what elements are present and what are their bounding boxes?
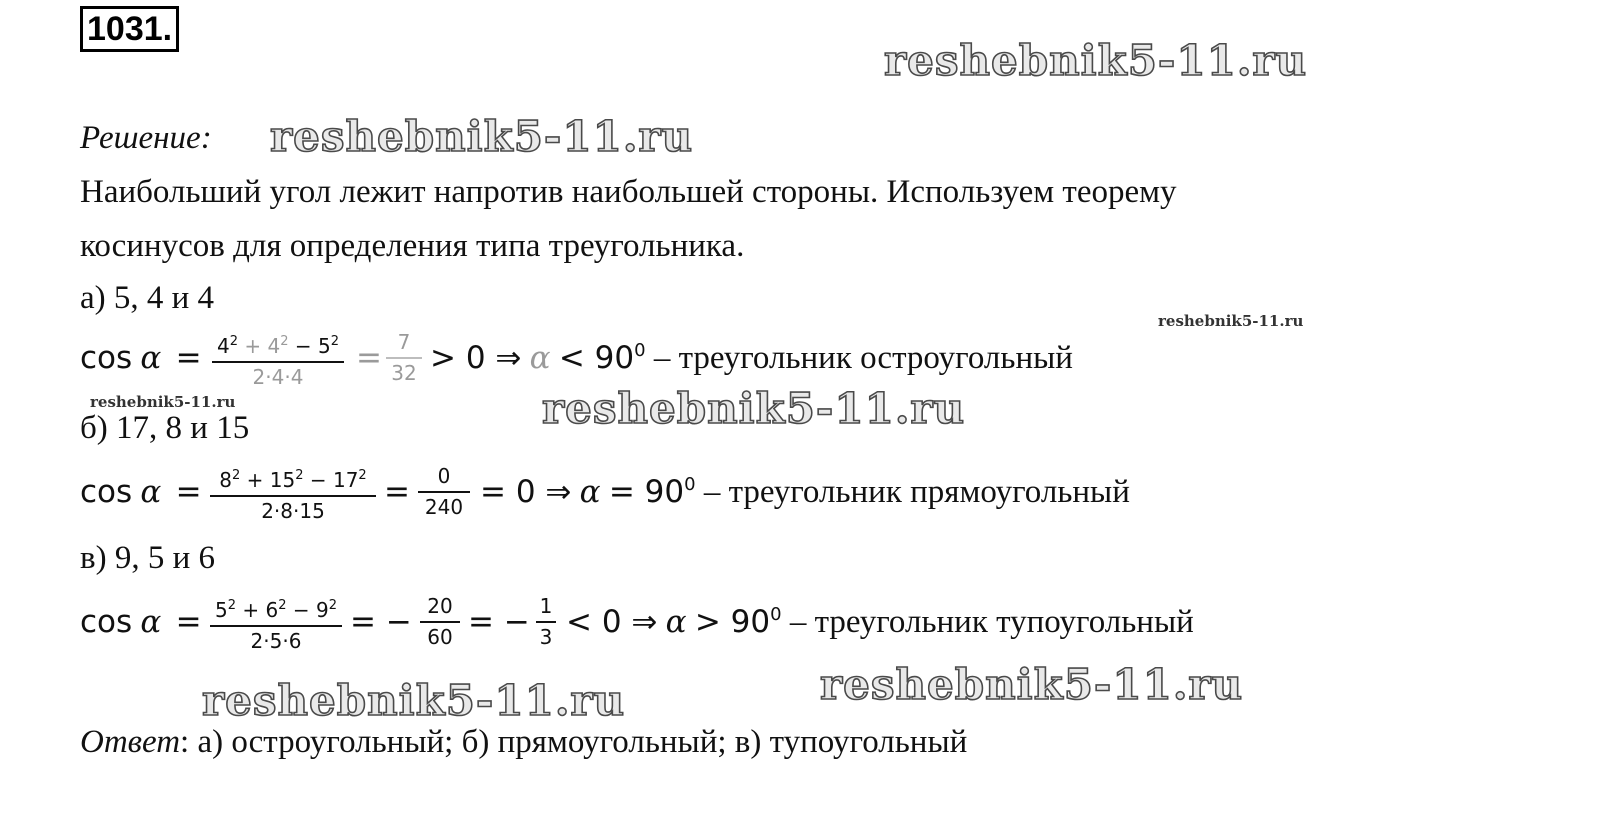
solution-line-2: косинусов для определения типа треугольника. [80, 228, 745, 264]
watermark-solution: reshebnik5-11.ru [270, 112, 694, 161]
watermark-middle: reshebnik5-11.ru [542, 384, 966, 433]
part-c-formula: cos α = [80, 604, 202, 640]
part-c-label: в) 9, 5 и 6 [80, 540, 215, 576]
part-b-fraction-1: $8^2 + 15^2 - 17^2$ 2·8·15 [210, 464, 376, 523]
part-a-formula [80, 340, 202, 377]
part-b-fraction-2: 0 240 [418, 464, 470, 519]
problem-number: 1031. [80, 6, 179, 52]
fraction-numerator: $4^2 + 4^2 - 5^2$ [217, 334, 339, 358]
part-b-formula: cos α = [80, 474, 202, 510]
watermark-bottom-right: reshebnik5-11.ru [820, 660, 1244, 709]
part-c-fraction-1: $5^2 + 6^2 - 9^2$ 2·5·6 [210, 594, 342, 653]
alpha-symbol: α [140, 340, 162, 376]
part-a-label: а) 5, 4 и 4 [80, 280, 215, 316]
part-a-fraction-2: 7 32 [386, 330, 422, 385]
watermark-top: reshebnik5-11.ru [884, 36, 1308, 85]
part-c-fraction-3: 1 3 [536, 594, 556, 649]
fraction-denominator: 2·4·4 [252, 365, 304, 389]
part-c-conclusion: < 0 ⇒ $\alpha > 90^0$ – треугольник тупоугольный [566, 604, 1194, 640]
part-a-eq2: = [356, 340, 382, 376]
cos-label: cos [80, 340, 133, 376]
part-b-label: б) 17, 8 и 15 [80, 410, 250, 446]
fraction-bar [212, 361, 344, 363]
equals-sign: = [175, 340, 202, 376]
solution-label: Решение: [80, 120, 212, 156]
answer-label: Ответ [80, 724, 181, 760]
watermark-small-left: reshebnik5-11.ru [90, 393, 236, 411]
part-a-fraction-1 [212, 330, 344, 389]
watermark-bottom-left: reshebnik5-11.ru [202, 676, 626, 725]
part-c-fraction-2: 20 60 [420, 594, 460, 649]
part-a-conclusion: > 0 ⇒ $\alpha < 90^0$ – треугольник остроугольный [430, 340, 1073, 376]
watermark-small-right: reshebnik5-11.ru [1158, 312, 1304, 330]
part-b-conclusion: = 0 ⇒ $\alpha = 90^0$ – треугольник прямоугольный [480, 474, 1130, 510]
solution-line-1: Наибольший угол лежит напротив наибольшей стороны. Используем теорему [80, 174, 1177, 210]
answer-line [80, 722, 967, 762]
answer-text: : а) остроугольный; б) прямоугольный; в) тупоугольный [180, 724, 968, 760]
